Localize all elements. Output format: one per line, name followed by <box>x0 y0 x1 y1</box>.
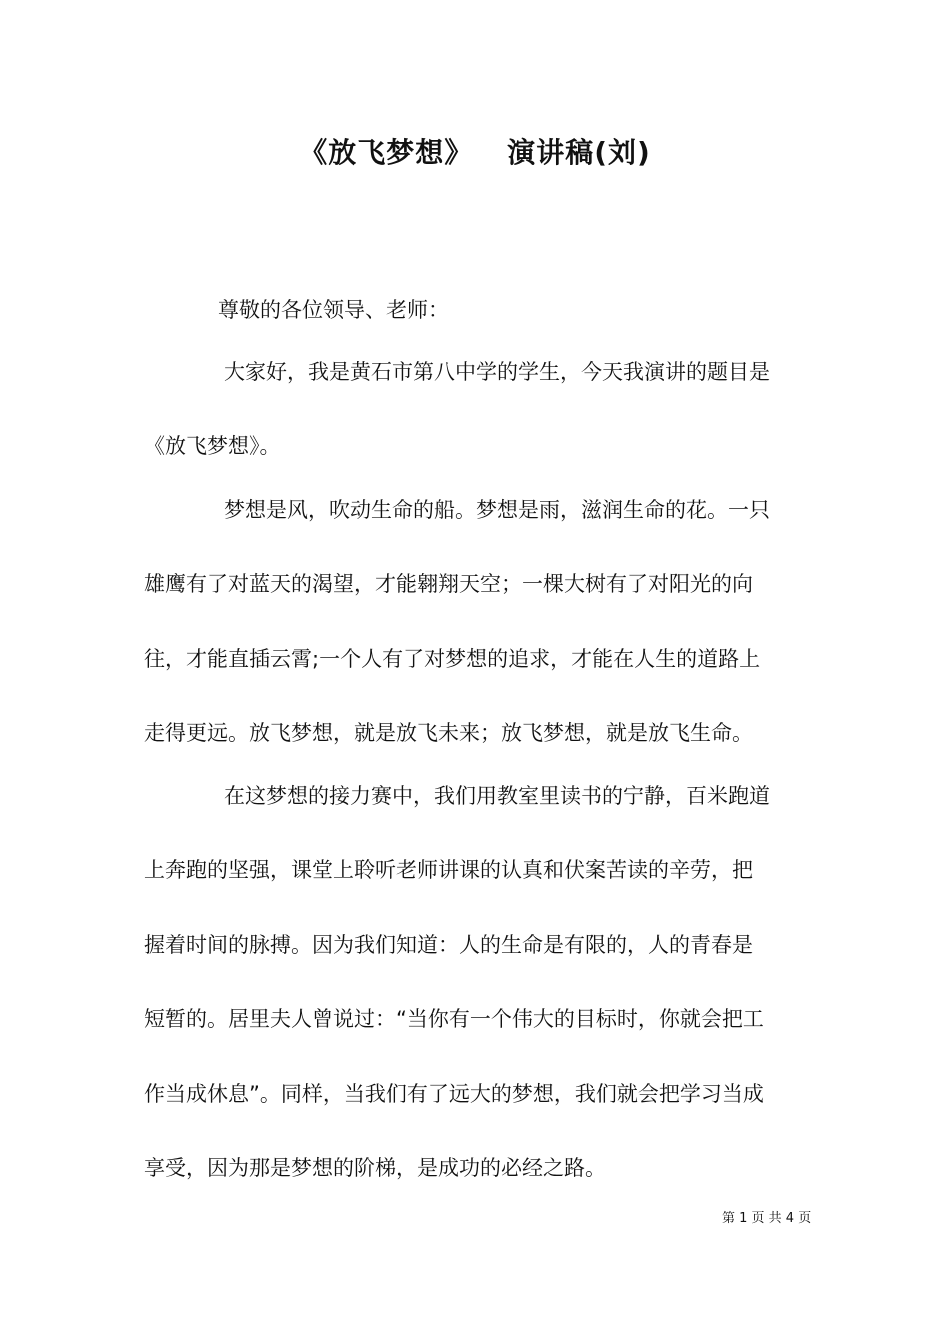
paragraph-1-line-1: 大家好，我是黄石市第八中学的学生，今天我演讲的题目是 <box>224 360 770 384</box>
title-main: 《放飞梦想》 <box>299 136 474 169</box>
paragraph-3-line-3: 握着时间的脉搏。因为我们知道：人的生命是有限的，人的青春是 <box>144 933 753 957</box>
paragraph-3-line-4: 短暂的。居里夫人曾说过：“当你有一个伟大的目标时，你就会把工 <box>144 1007 764 1031</box>
paragraph-3-line-2: 上奔跑的坚强，课堂上聆听老师讲课的认真和伏案苦读的辛劳，把 <box>144 858 753 882</box>
paragraph-2-line-3: 往，才能直插云霄;一个人有了对梦想的追求，才能在人生的道路上 <box>144 647 761 671</box>
title-sub: 演讲稿(刘) <box>507 136 651 169</box>
paragraph-3-line-6: 享受，因为那是梦想的阶梯，是成功的必经之路。 <box>144 1156 606 1180</box>
paragraph-3-line-1: 在这梦想的接力赛中，我们用教室里读书的宁静，百米跑道 <box>224 784 770 808</box>
document-title <box>0 131 950 171</box>
paragraph-3-line-5: 作当成休息”。同样，当我们有了远大的梦想，我们就会把学习当成 <box>144 1082 764 1106</box>
salutation: 尊敬的各位领导、老师： <box>218 298 449 322</box>
paragraph-2-line-4: 走得更远。放飞梦想，就是放飞未来；放飞梦想，就是放飞生命。 <box>144 721 753 745</box>
page-footer: 第 1 页 共 4 页 <box>722 1211 812 1226</box>
paragraph-2-line-1: 梦想是风，吹动生命的船。梦想是雨，滋润生命的花。一只 <box>224 498 770 522</box>
paragraph-2-line-2: 雄鹰有了对蓝天的渴望，才能翱翔天空；一棵大树有了对阳光的向 <box>144 572 753 596</box>
paragraph-1-line-2: 《放飞梦想》。 <box>144 434 281 458</box>
